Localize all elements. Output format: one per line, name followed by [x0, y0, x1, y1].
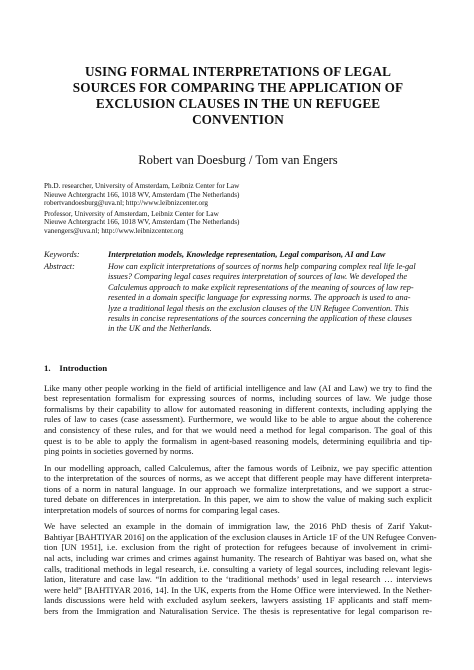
text-line: quest is to be able to apply the formalism in agent-based reasoning models, determining equilibria and tip- — [44, 435, 432, 446]
affiliation-line: Professor, University of Amsterdam, Leibniz Center for Law — [44, 209, 219, 218]
abstract-line: in the UK and the Netherlands. — [108, 324, 212, 334]
keywords-value: Interpretation models, Knowledge representation, Legal comparison, AI and Law — [108, 249, 386, 259]
title-line: USING FORMAL INTERPRETATIONS OF LEGAL — [84, 64, 392, 79]
text-line: lation, literature and case law. “In addition to the ‘traditional methods’ used in legal research … interviews — [44, 574, 432, 585]
abstract-text — [108, 262, 432, 335]
text-line: nal acts, including war crimes and crimes against humanity. The research of Bahtiyar was based on, what she — [44, 553, 432, 564]
keywords-label: Keywords: — [44, 249, 80, 259]
keywords-abstract-block — [44, 250, 432, 335]
text-line: lands discussions were held with excluded asylum seekers, lawyers assisting 1F applicants and staff mem- — [44, 595, 432, 606]
affiliation-line: Nieuwe Achtergracht 166, 1018 WV, Amsterdam (The Netherlands) — [44, 218, 240, 227]
abstract-line: How can explicit interpretations of sources of norms help comparing complex real life le-gal — [108, 261, 416, 271]
text-line: formalisms by their capability to allow for automated reasoning in different contexts, including applying the — [44, 403, 432, 414]
paper-authors: Robert van Doesburg / Tom van Engers — [138, 153, 338, 167]
title-line: CONVENTION — [192, 112, 284, 127]
text-line: and consistency of these rules, and for that we would need a method for legal comparison. The goal of this — [44, 425, 432, 435]
text-line: bers from the Immigration and Naturalisation Service. The thesis is representative for legal comparison re- — [44, 605, 432, 616]
text-line: tions of a norm in natural language. In our approach we formalize interpretations, and we support a struc- — [44, 483, 432, 494]
keywords-row — [44, 250, 432, 260]
paper-title — [44, 64, 432, 128]
text-line: tion [UN 1951], i.e. exclusion from the right of protection for refugees because of involvement in crimi- — [44, 542, 432, 553]
title-line: EXCLUSION CLAUSES IN THE UN REFUGEE — [95, 96, 381, 111]
abstract-line: lyze a traditional legal thesis on the exclusion clauses of the UN Refugee Convention. This — [108, 303, 409, 313]
text-line: We have selected an example in the domain of immigration law, the 2016 PhD thesis of Zarif Yakut- — [44, 521, 432, 532]
text-line: Like many other people working in the field of artificial intelligence and law (AI and Law) we try to find the — [44, 382, 432, 393]
paragraph-1 — [44, 383, 432, 457]
text-line: to the interpretation of the sources of norms, as we accept that different people may have different interpreta- — [44, 473, 432, 484]
text-line: were held” [BAHTIYAR 2016, 14]. In the UK, experts from the Home Office were interviewed. In the Nether- — [44, 584, 432, 595]
affiliations — [44, 182, 432, 236]
title-line: SOURCES FOR COMPARING THE APPLICATION OF — [72, 80, 404, 95]
text-line: interpretation models of sources of norms for comparing legal cases. — [44, 504, 280, 515]
affiliation-line: Ph.D. researcher, University of Amsterdam, Leibniz Center for Law — [44, 182, 240, 190]
text-line: best representation formalism for expressing sources of norms, including sources of law. We judge those — [44, 393, 432, 404]
abstract-line: resented in a domain specific language for expressing norms. The approach is used to ana- — [108, 293, 411, 303]
text-line: Bahtiyar [BAHTIYAR 2016] on the application of the exclusion clauses in Article 1F of the UN Refugee Conven- — [44, 531, 437, 542]
text-line: calls, traditional methods in legal research, i.e. consulting a variety of legal sources, including relevant legis- — [44, 563, 432, 574]
text-line: tured debate on differences in interpretation. In this paper, we aim to show the value of making such explicit — [44, 494, 432, 505]
abstract-line: Calculemus approach to make explicit representations of the meaning of sources of law rep- — [108, 282, 414, 292]
abstract-line: issues? Comparing legal cases requires interpretation of sources of law. We developed the — [108, 272, 408, 282]
abstract-line: results in concise representations of the sources concerning the application of these clauses — [108, 314, 412, 323]
abstract-label: Abstract: — [44, 261, 75, 271]
paragraph-2 — [44, 463, 432, 516]
section-heading: 1. Introduction — [44, 362, 108, 373]
paragraph-3 — [44, 521, 437, 616]
abstract-row — [44, 262, 432, 335]
text-line: rules of law to cases (case assessment). Furthermore, we would like to be able to argue about the coherence — [44, 414, 432, 425]
affiliation-line: vanengers@uva.nl; http://www.leibnizcenter.org — [44, 226, 184, 235]
affiliation-line: robertvandoesburg@uva.nl; http://www.leibnizcenter.org — [44, 199, 208, 208]
affiliation-line: Nieuwe Achtergracht 166, 1018 WV, Amsterdam (The Netherlands) — [44, 190, 240, 199]
text-line: In our modelling approach, called Calculemus, after the famous words of Leibniz, we pay specific attention — [44, 462, 432, 473]
paper-page — [44, 64, 437, 616]
text-line: ping points in societies governed by norms. — [44, 446, 194, 457]
